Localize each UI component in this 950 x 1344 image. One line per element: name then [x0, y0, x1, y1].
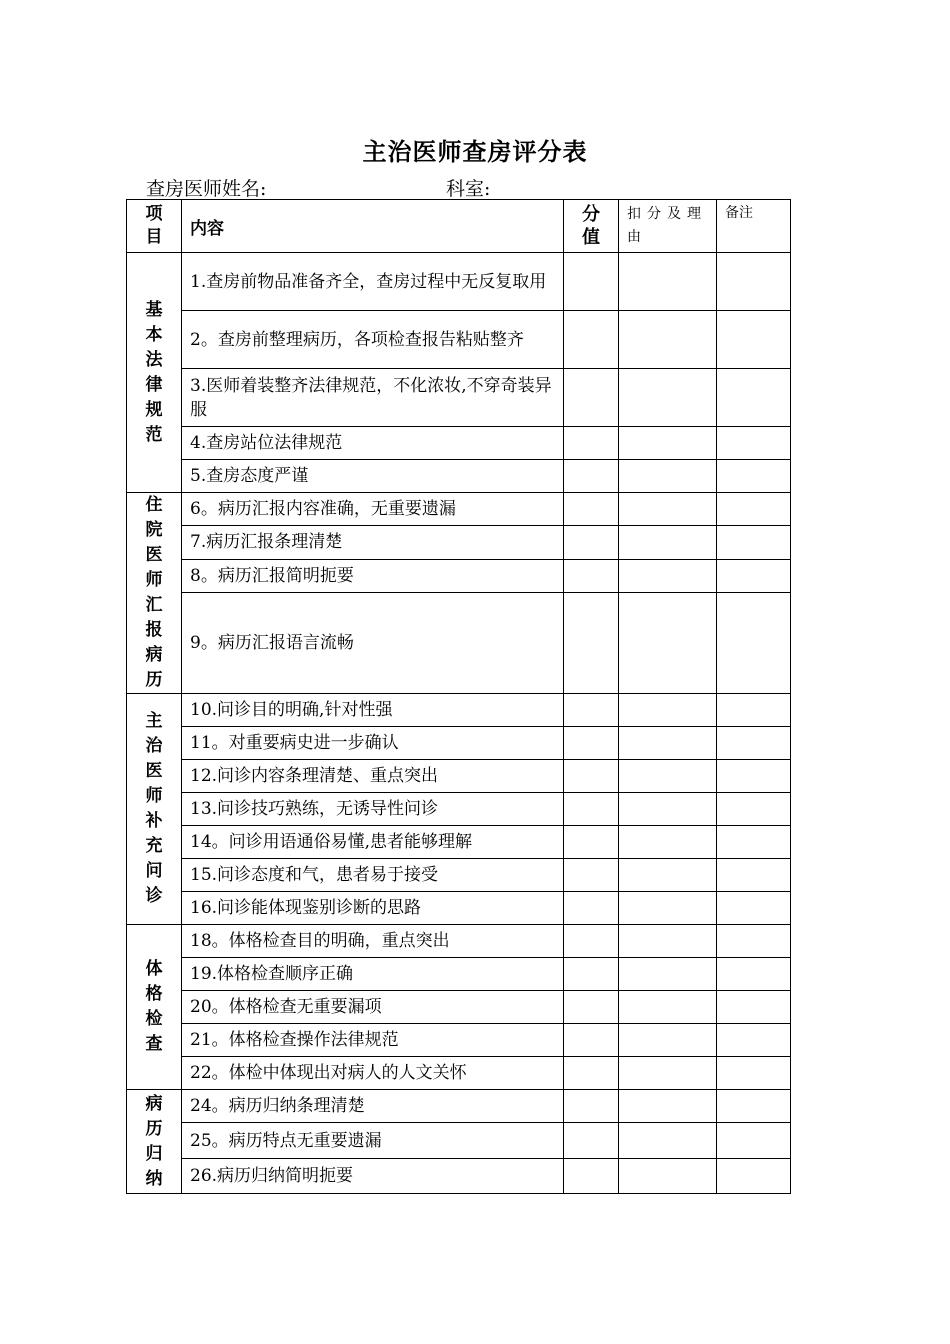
scoring-table [126, 199, 791, 1194]
scoring-table-body [127, 200, 791, 1194]
department-label: 科室: [446, 178, 491, 200]
note-cell[interactable] [717, 1057, 791, 1090]
criterion-text: 7.病历汇报条理清楚 [182, 526, 564, 559]
category-label: 病历归纳 [145, 1093, 163, 1189]
criterion-text: 4.查房站位法律规范 [182, 427, 564, 460]
deduction-cell[interactable] [619, 760, 717, 793]
criterion-text: 3.医师着装整齐法律规范，不化浓妆,不穿奇装异服 [182, 369, 564, 427]
header-score-label: 分值 [582, 204, 600, 248]
score-cell[interactable] [564, 694, 619, 727]
table-row [127, 892, 791, 925]
note-cell[interactable] [717, 958, 791, 991]
table-row [127, 793, 791, 826]
note-cell[interactable] [717, 427, 791, 460]
score-cell[interactable] [564, 1057, 619, 1090]
table-row [127, 1024, 791, 1057]
note-cell[interactable] [717, 311, 791, 369]
table-row [127, 1159, 791, 1194]
note-cell[interactable] [717, 369, 791, 427]
deduction-cell[interactable] [619, 925, 717, 958]
criterion-text: 14。问诊用语通俗易懂,患者能够理解 [182, 826, 564, 859]
criterion-text: 8。病历汇报简明扼要 [182, 559, 564, 592]
criterion-text: 5.查房态度严谨 [182, 460, 564, 493]
header-note: 备注 [717, 200, 791, 253]
deduction-cell[interactable] [619, 793, 717, 826]
table-row [127, 991, 791, 1024]
deduction-cell[interactable] [619, 526, 717, 559]
deduction-cell[interactable] [619, 1159, 717, 1194]
deduction-cell[interactable] [619, 460, 717, 493]
category-label: 住院医师汇报病历 [145, 495, 163, 690]
criterion-text: 10.问诊目的明确,针对性强 [182, 694, 564, 727]
deduction-cell[interactable] [619, 892, 717, 925]
score-cell[interactable] [564, 369, 619, 427]
category-label: 体格检查 [145, 959, 163, 1054]
note-cell[interactable] [717, 493, 791, 526]
deduction-cell[interactable] [619, 859, 717, 892]
header-deduction: 扣分及理由 [619, 200, 717, 253]
page-title: 主治医师查房评分表 [362, 137, 588, 166]
criterion-text: 1.查房前物品准备齐全，查房过程中无反复取用 [182, 253, 564, 311]
note-cell[interactable] [717, 694, 791, 727]
category-cell [127, 493, 182, 694]
table-row [127, 592, 791, 693]
table-row [127, 1123, 791, 1159]
table-row [127, 369, 791, 427]
deduction-cell[interactable] [619, 592, 717, 693]
table-row [127, 859, 791, 892]
score-cell[interactable] [564, 253, 619, 311]
note-cell[interactable] [717, 859, 791, 892]
score-cell[interactable] [564, 793, 619, 826]
header-item-label: 项目 [145, 204, 163, 247]
category-cell [127, 694, 182, 925]
criterion-text: 19.体格检查顺序正确 [182, 958, 564, 991]
deduction-cell[interactable] [619, 1057, 717, 1090]
note-cell[interactable] [717, 793, 791, 826]
note-cell[interactable] [717, 892, 791, 925]
doctor-name-label: 查房医师姓名: [146, 178, 267, 200]
score-cell[interactable] [564, 311, 619, 369]
criterion-text: 24。病历归纳条理清楚 [182, 1090, 564, 1123]
score-cell[interactable] [564, 760, 619, 793]
table-row [127, 427, 791, 460]
criterion-text: 18。体格检查目的明确，重点突出 [182, 925, 564, 958]
deduction-cell[interactable] [619, 311, 717, 369]
note-cell[interactable] [717, 727, 791, 760]
score-cell[interactable] [564, 958, 619, 991]
criterion-text: 21。体格检查操作法律规范 [182, 1024, 564, 1057]
note-cell[interactable] [717, 1090, 791, 1123]
score-cell[interactable] [564, 493, 619, 526]
deduction-cell[interactable] [619, 694, 717, 727]
header-item [127, 200, 182, 253]
table-row [127, 460, 791, 493]
deduction-cell[interactable] [619, 1123, 717, 1159]
criterion-text: 15.问诊态度和气，患者易于接受 [182, 859, 564, 892]
table-row [127, 493, 791, 526]
table-row [127, 760, 791, 793]
score-cell[interactable] [564, 559, 619, 592]
deduction-cell[interactable] [619, 1024, 717, 1057]
table-row [127, 526, 791, 559]
note-cell[interactable] [717, 526, 791, 559]
table-row [127, 253, 791, 311]
score-cell[interactable] [564, 1159, 619, 1194]
score-cell[interactable] [564, 1090, 619, 1123]
score-cell[interactable] [564, 826, 619, 859]
criterion-text: 26.病历归纳简明扼要 [182, 1159, 564, 1194]
deduction-cell[interactable] [619, 826, 717, 859]
score-cell[interactable] [564, 1024, 619, 1057]
table-row [127, 311, 791, 369]
note-cell[interactable] [717, 559, 791, 592]
table-row [127, 826, 791, 859]
score-cell[interactable] [564, 859, 619, 892]
category-cell [127, 1090, 182, 1194]
note-cell[interactable] [717, 991, 791, 1024]
criterion-text: 11。对重要病史进一步确认 [182, 727, 564, 760]
note-cell[interactable] [717, 253, 791, 311]
score-cell[interactable] [564, 727, 619, 760]
criterion-text: 25。病历特点无重要遗漏 [182, 1123, 564, 1159]
table-row [127, 958, 791, 991]
note-cell[interactable] [717, 925, 791, 958]
criterion-text: 12.问诊内容条理清楚、重点突出 [182, 760, 564, 793]
table-header-row [127, 200, 791, 253]
deduction-cell[interactable] [619, 1090, 717, 1123]
deduction-cell[interactable] [619, 991, 717, 1024]
table-row [127, 1057, 791, 1090]
table-row [127, 694, 791, 727]
category-label: 主治医师补充问诊 [145, 711, 163, 906]
note-cell[interactable] [717, 826, 791, 859]
deduction-cell[interactable] [619, 559, 717, 592]
header-content: 内容 [182, 200, 564, 253]
note-cell[interactable] [717, 460, 791, 493]
note-cell[interactable] [717, 1024, 791, 1057]
deduction-cell[interactable] [619, 958, 717, 991]
score-cell[interactable] [564, 892, 619, 925]
deduction-cell[interactable] [619, 427, 717, 460]
note-cell[interactable] [717, 1159, 791, 1194]
criterion-text: 9。病历汇报语言流畅 [182, 592, 564, 693]
criterion-text: 2。查房前整理病历，各项检查报告粘贴整齐 [182, 311, 564, 369]
category-cell [127, 253, 182, 493]
criterion-text: 6。病历汇报内容准确，无重要遗漏 [182, 493, 564, 526]
score-cell[interactable] [564, 1123, 619, 1159]
score-cell[interactable] [564, 427, 619, 460]
deduction-cell[interactable] [619, 369, 717, 427]
category-cell [127, 925, 182, 1090]
table-row [127, 1090, 791, 1123]
criterion-text: 13.问诊技巧熟练，无诱导性问诊 [182, 793, 564, 826]
category-label: 基本法律规范 [145, 299, 163, 445]
table-row [127, 925, 791, 958]
deduction-cell[interactable] [619, 727, 717, 760]
note-cell[interactable] [717, 592, 791, 693]
criterion-text: 20。体格检查无重要漏项 [182, 991, 564, 1024]
score-cell[interactable] [564, 925, 619, 958]
score-cell[interactable] [564, 526, 619, 559]
score-cell[interactable] [564, 991, 619, 1024]
header-score [564, 200, 619, 253]
deduction-cell[interactable] [619, 493, 717, 526]
deduction-cell[interactable] [619, 253, 717, 311]
table-row [127, 727, 791, 760]
criterion-text: 22。体检中体现出对病人的人文关怀 [182, 1057, 564, 1090]
criterion-text: 16.问诊能体现鉴别诊断的思路 [182, 892, 564, 925]
table-row [127, 559, 791, 592]
note-cell[interactable] [717, 760, 791, 793]
score-cell[interactable] [564, 592, 619, 693]
note-cell[interactable] [717, 1123, 791, 1159]
score-cell[interactable] [564, 460, 619, 493]
